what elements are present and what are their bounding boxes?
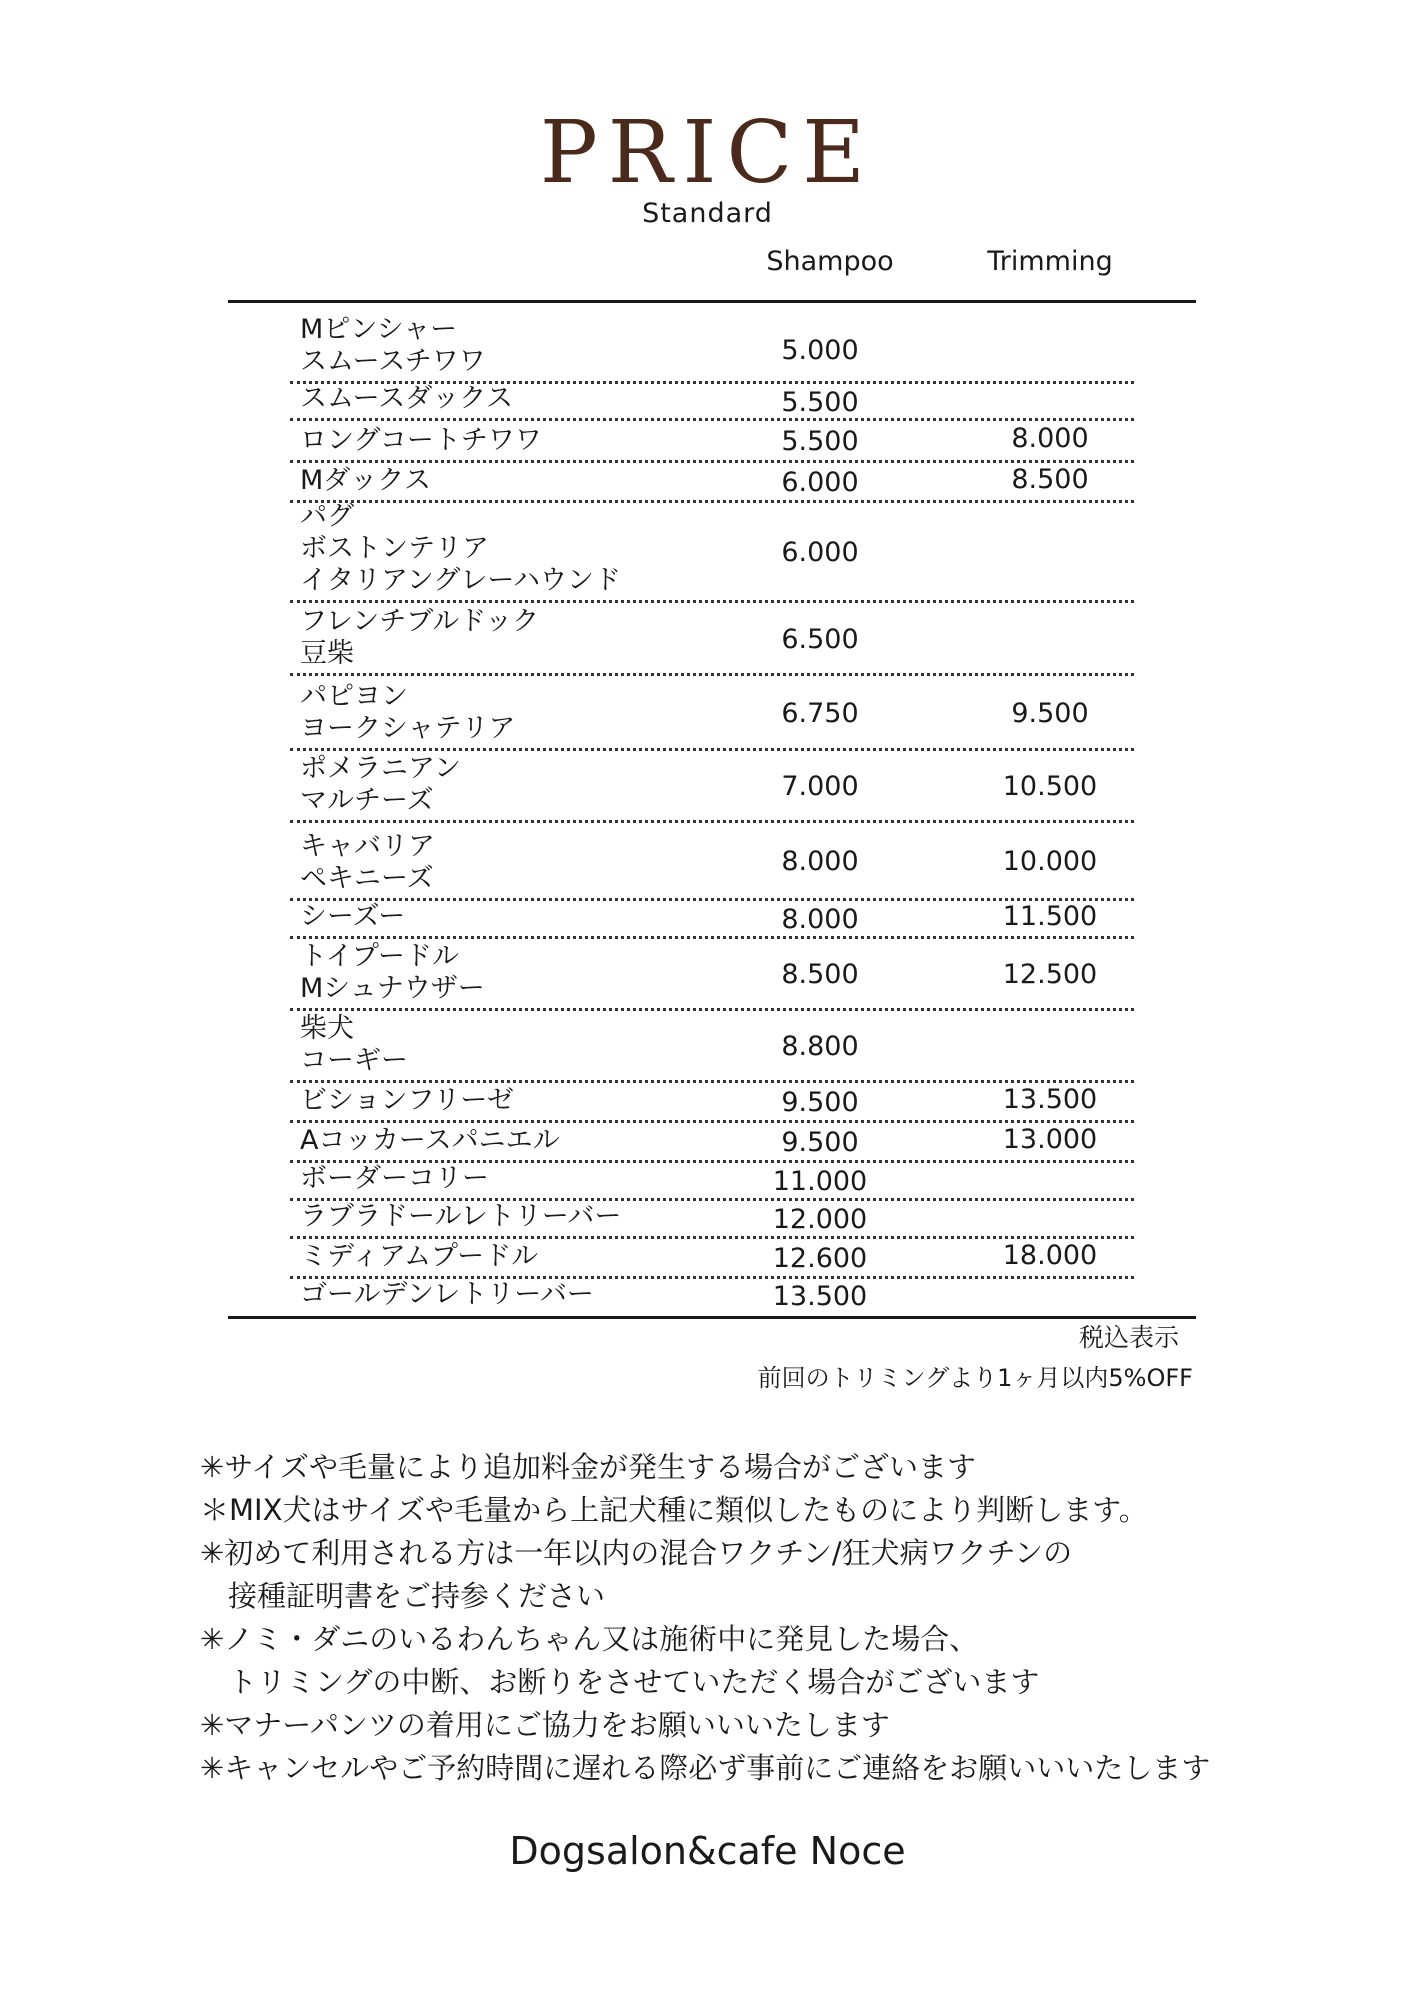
shampoo-price: 9.500 (781, 1127, 859, 1158)
footer-shop-name: Dogsalon&cafe Noce (509, 1829, 906, 1873)
note-line: ✳キャンセルやご予約時間に遅れる際必ず事前にご連絡をお願いいいたします (200, 1751, 1211, 1785)
price-row (290, 463, 1134, 503)
breed-names (300, 831, 435, 895)
price-row (290, 1201, 1134, 1239)
breed-names (300, 465, 431, 497)
shampoo-price: 12.000 (772, 1204, 868, 1235)
shampoo-price: 7.000 (781, 771, 859, 802)
price-row (290, 751, 1134, 823)
shampoo-price: 8.000 (781, 846, 859, 877)
breed-names (300, 1013, 408, 1077)
breed-names (300, 314, 486, 378)
breed-name: パピヨン (300, 681, 408, 712)
page-subtitle: Standard (642, 198, 773, 229)
price-row (290, 603, 1134, 676)
breed-name: Mシュナウザー (300, 973, 485, 1004)
shampoo-price: 5.500 (781, 386, 859, 418)
price-row (290, 1123, 1134, 1163)
trimming-price: 11.500 (1002, 901, 1098, 932)
shampoo-price: 6.000 (781, 467, 859, 498)
table-bottom-rule (228, 1316, 1196, 1319)
price-row (290, 314, 1134, 384)
price-row (290, 1083, 1134, 1123)
breed-name: Mダックス (300, 465, 432, 496)
price-row (290, 503, 1134, 603)
breed-names (300, 425, 542, 457)
discount-note: 前回のトリミングより1ヶ月以内5%OFF (757, 1364, 1193, 1392)
trimming-price: 8.500 (1011, 464, 1089, 495)
shampoo-price: 6.750 (781, 697, 859, 729)
breed-name: Aコッカースパニエル (300, 1125, 560, 1156)
breed-name: ロングコートチワワ (300, 425, 542, 456)
breed-name: マルチーズ (300, 785, 434, 816)
breed-name: ミディアムプードル (300, 1241, 539, 1272)
breed-name: ペキニーズ (300, 863, 434, 894)
notes-list (200, 1446, 1300, 1790)
shampoo-price: 8.000 (781, 904, 859, 935)
breed-name: 豆柴 (300, 638, 354, 669)
breed-name: ラブラドールレトリーバー (300, 1201, 622, 1232)
shampoo-price: 9.500 (781, 1087, 859, 1118)
breed-name: ヨークシャテリア (300, 713, 516, 744)
breed-names (300, 941, 485, 1005)
breed-names (300, 901, 405, 933)
price-row (290, 1163, 1134, 1201)
shampoo-price: 8.800 (781, 1031, 859, 1062)
shampoo-price: 13.500 (772, 1280, 868, 1312)
breed-name: トイプードル (300, 941, 460, 972)
breed-name: Mピンシャー (300, 314, 458, 345)
breed-name: ボストンテリア (300, 533, 489, 564)
breed-names (300, 501, 621, 597)
column-header-trimming: Trimming (987, 246, 1113, 277)
tax-note: 税込表示 (1078, 1323, 1179, 1352)
breed-name: 柴犬 (300, 1013, 354, 1044)
breed-name: フレンチブルドック (300, 606, 540, 637)
breed-names (300, 681, 515, 745)
page-title: PRICE (539, 103, 876, 203)
shampoo-price: 11.000 (772, 1166, 868, 1197)
breed-names (300, 606, 539, 670)
note-line: ✳初めて利用される方は一年以内の混合ワクチン/狂犬病ワクチンの (200, 1536, 1073, 1570)
price-row (290, 1239, 1134, 1279)
price-row (290, 676, 1134, 751)
breed-name: ゴールデンレトリーバー (300, 1279, 594, 1310)
breed-name: ポメラニアン (300, 753, 461, 784)
shampoo-price: 5.500 (781, 426, 859, 457)
table-top-rule (228, 300, 1196, 303)
price-row (290, 421, 1134, 463)
breed-names (300, 383, 513, 415)
price-table (290, 314, 1134, 1314)
trimming-price: 12.500 (1002, 959, 1098, 990)
trimming-price: 13.500 (1002, 1084, 1098, 1115)
trimming-price: 8.000 (1011, 423, 1089, 454)
column-header-shampoo: Shampoo (766, 246, 894, 277)
breed-names (300, 1125, 560, 1157)
trimming-price: 13.000 (1002, 1124, 1098, 1155)
breed-names (300, 1163, 489, 1195)
trimming-price: 10.000 (1002, 846, 1098, 877)
breed-name: イタリアングレーハウンド (300, 565, 622, 596)
shampoo-price: 5.000 (781, 335, 859, 366)
breed-name: スムースダックス (300, 383, 514, 414)
shampoo-price: 8.500 (781, 959, 859, 990)
breed-name: シーズー (300, 901, 406, 932)
note-line: ✳サイズや毛量により追加料金が発生する場合がございます (200, 1450, 976, 1484)
breed-name: ビションフリーゼ (300, 1085, 514, 1116)
breed-names (300, 1241, 538, 1273)
shampoo-price: 12.600 (772, 1243, 868, 1274)
breed-name: ボーダーコリー (300, 1163, 489, 1194)
shampoo-price: 6.500 (781, 623, 859, 655)
note-line: ✳マナーパンツの着用にご協力をお願いいいたします (200, 1708, 890, 1742)
note-line: ＊MIX犬はサイズや毛量から上記犬種に類似したものにより判断します。 (200, 1493, 1148, 1527)
breed-name: スムースチワワ (300, 346, 486, 377)
price-row (290, 823, 1134, 901)
price-row (290, 901, 1134, 939)
price-row (290, 1011, 1134, 1083)
breed-name: キャバリア (300, 831, 435, 862)
breed-name: パグ (300, 501, 354, 532)
breed-names (300, 1201, 621, 1233)
note-line: ✳ノミ・ダニのいるわんちゃん又は施術中に発見した場合、 (200, 1622, 979, 1656)
shampoo-price: 6.000 (781, 537, 859, 568)
breed-names (300, 753, 461, 817)
price-row (290, 1279, 1134, 1314)
price-row (290, 939, 1134, 1011)
trimming-price: 10.500 (1002, 771, 1098, 802)
breed-name: コーギー (300, 1045, 408, 1076)
trimming-price: 9.500 (1011, 697, 1089, 729)
price-row (290, 384, 1134, 421)
breed-names (300, 1279, 594, 1311)
note-line: トリミングの中断、お断りをさせていただく場合がございます (228, 1665, 1040, 1699)
trimming-price: 18.000 (1002, 1240, 1098, 1271)
breed-names (300, 1085, 514, 1117)
note-line: 接種証明書をご持参ください (228, 1579, 606, 1613)
